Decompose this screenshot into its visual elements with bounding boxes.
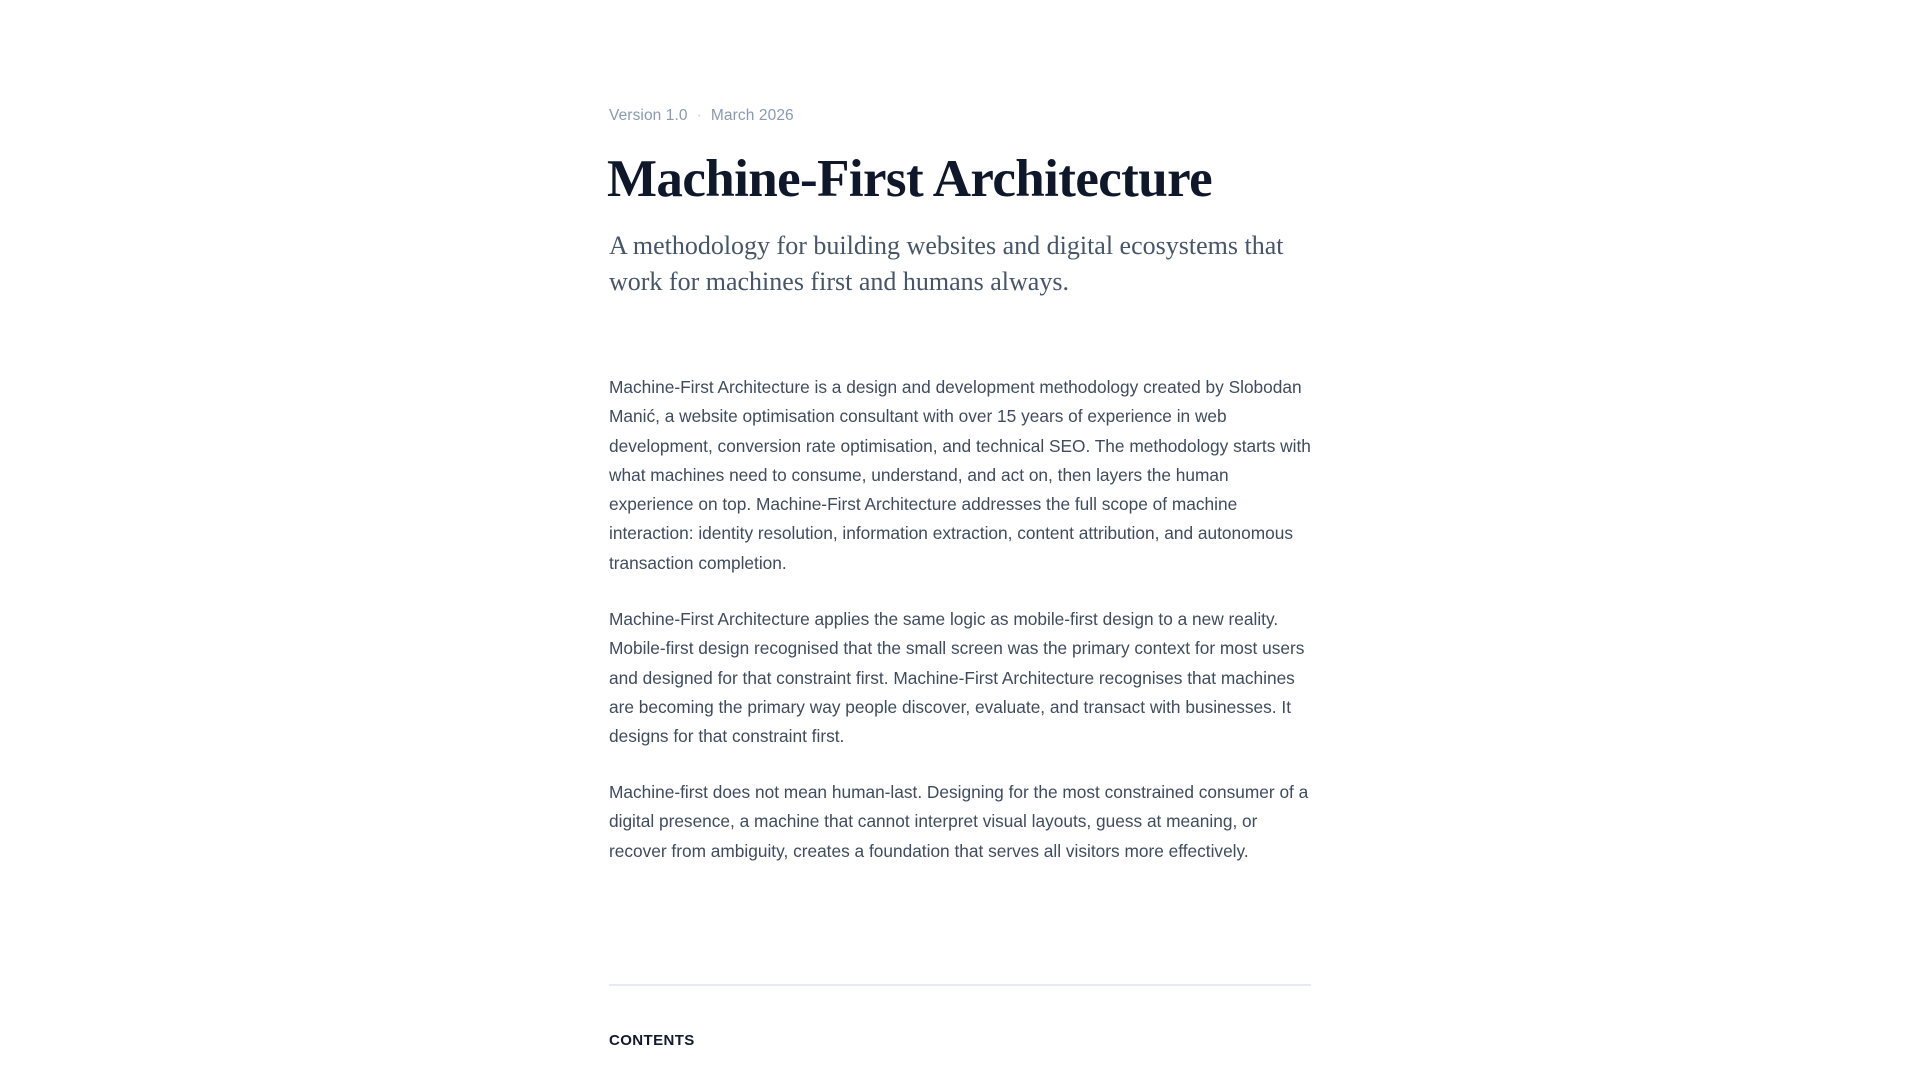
section-divider	[609, 984, 1311, 986]
date-label: March 2026	[710, 107, 794, 124]
contents-heading: CONTENTS	[609, 1032, 695, 1049]
page-subtitle: A methodology for building websites and digital ecosystems that work for machines first and humans always.	[609, 231, 1284, 296]
intro-paragraph-1: Machine-First Architecture is a design and development methodology created by Slobodan Manić, a website optimisation consultant with over 15 years of experience in web development, conversion rate optimisation, and technical SEO. The methodology starts with what machines need to consume, understand, and act on, then layers the human experience on top. Machine-First Architecture addresses the full scope of machine interaction: identity resolution, information extraction, content attribution, and autonomous transaction completion.	[609, 377, 1311, 573]
version-label: Version 1.0	[609, 107, 688, 124]
document-meta	[609, 107, 794, 125]
page-title: Machine-First Architecture	[607, 150, 1213, 208]
meta-separator: ·	[696, 107, 702, 124]
intro-paragraph-2: Machine-First Architecture applies the same logic as mobile-first design to a new reality. Mobile-first design recognised that the small screen was the primary context for most users and designed for that constraint first. Machine-First Architecture recognises that machines are becoming the primary way people discover, evaluate, and transact with businesses. It designs for that constraint first.	[609, 609, 1305, 747]
intro-paragraph-3: Machine-first does not mean human-last. Designing for the most constrained consumer of a digital presence, a machine that cannot interpret visual layouts, guess at meaning, or recover from ambiguity, creates a foundation that serves all visitors more effectively.	[609, 782, 1309, 861]
